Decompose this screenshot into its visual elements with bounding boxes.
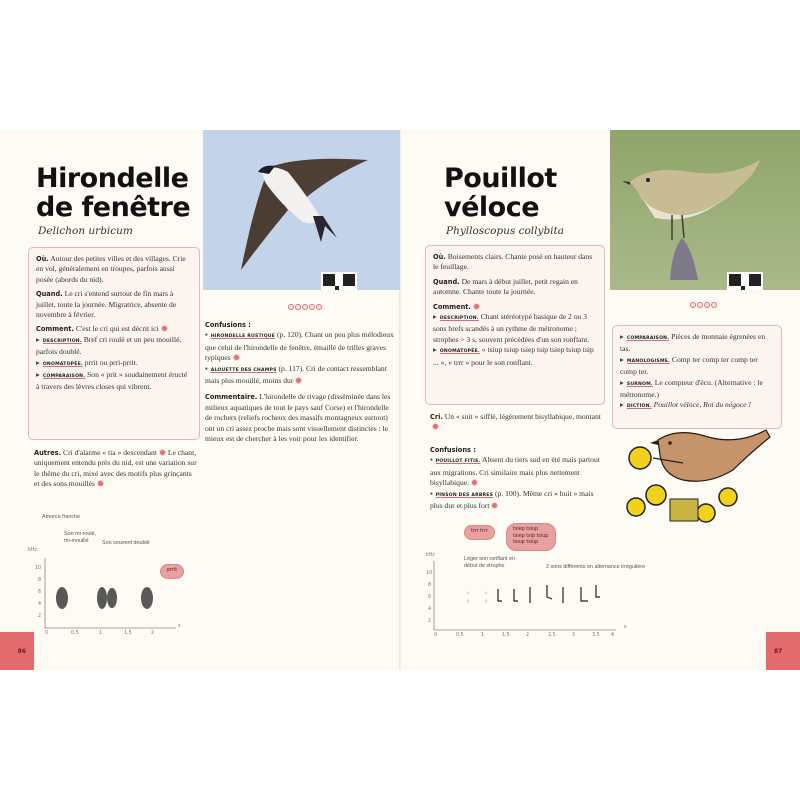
x-tick: 1 xyxy=(99,631,103,636)
title-line: Pouillot xyxy=(444,163,557,194)
text-autres-1: Cri d'alarme « tia » descendant xyxy=(63,448,157,457)
text-onomatopee: prrit ou prri-prrit. xyxy=(84,357,138,367)
text-comparaison: Pièces de monnaie égrenées en tas. xyxy=(620,332,766,354)
page-number-right: 87 xyxy=(766,632,800,670)
title-line: Hirondelle xyxy=(36,163,189,194)
info-box-left: Où. Autour des petites villes et des villages. Crie en vol, généralement en troupes, parfois aussi posée (abords du nid). Quand. Le cri s'entend surtout de fin mars à juillet, toute la journée. Migratrice, absente de novembre à février. Comment. C'est le cri qui est décrit ici ▸ DESCRIPTION. Bref cri roulé et un peu mouillé, parfois doublé. ▸ ONOMATOPÉE. prrit ou prri-prrit. ▸ COMPARAISON. Son « prit » soudainement éructé à travers des lèvres closes qui vibrent. xyxy=(28,247,200,440)
x-tick: 3,5 xyxy=(592,633,600,638)
sonogram-right xyxy=(426,525,646,640)
tag-onomatopee: ONOMATOPÉE. xyxy=(42,361,83,367)
sonogram-caption: Léger son ronflant en début de strophe xyxy=(464,556,515,569)
sound-icon[interactable] xyxy=(473,303,480,310)
y-tick: 2 xyxy=(38,614,42,619)
text-comment: C'est le cri qui est décrit ici xyxy=(75,324,159,334)
y-tick: 8 xyxy=(428,583,432,588)
book-spread xyxy=(0,130,800,670)
x-tick: 2 xyxy=(526,633,530,638)
tag-onomatopee: ONOMATOPÉE. xyxy=(439,349,480,355)
label-confusions: Confusions : xyxy=(205,321,251,329)
rating-dots-right xyxy=(690,302,717,308)
label-quand: Quand. xyxy=(433,277,460,286)
sonogram-left xyxy=(28,514,208,638)
speech-bubble: tsiep tsiup tsiep tsip tsiup tsiup tsiup xyxy=(506,523,556,551)
text-description: Bref cri roulé et un peu mouillé, parfois doublé. xyxy=(36,334,182,357)
label-comment: Comment. xyxy=(433,302,471,311)
x-tick: 2,5 xyxy=(548,633,556,638)
sound-icon[interactable] xyxy=(233,354,240,361)
sound-icon[interactable] xyxy=(161,325,168,332)
text-quand: De mars à début juillet, petit regain en automne. Chante toute la journée. xyxy=(433,276,578,297)
text-confusion: (p. 120). Chant un peu plus mélodieux que celui de l'hirondelle de fenêtre, émaillé de trilles graves typiques xyxy=(205,330,394,363)
x-tick: 1 xyxy=(481,633,485,638)
tag-confusion: ALOUETTE DES CHAMPS xyxy=(210,367,277,373)
label-ou: Où. xyxy=(36,255,49,263)
confusions-left: Confusions : ▪ HIRONDELLE RUSTIQUE (p. 120). Chant un peu plus mélodieux que celui de l'hirondelle de fenêtre, émaillé de trilles graves typiques ▪ ALOUETTE DES CHAMPS (p. 117). Cri de contact ressemblant mais plus mouillé, moins dur Commentaire. L'hirondelle de rivage (disséminée dans les milieux aquatiques de tout le pays sauf Corse) et l'hirondelle de rochers (reliefs rocheux des massifs montagneux surtout) ont un cri assez proche mais sont visuellement distinctes : le mieux est de chercher à les voir pour les identifier. xyxy=(205,321,394,444)
qr-code-icon xyxy=(323,274,355,290)
y-unit: kHz xyxy=(28,548,37,553)
text-description: Chant stéréotypé basique de 2 ou 3 sons brefs scandés à un rythme de métronome ; strophes > 3 s, souvent précédées d'un son ronflant. xyxy=(433,312,590,344)
sound-icon[interactable] xyxy=(491,502,498,509)
text-quand: Le cri s'entend surtout de fin mars à juillet, toute la journée. Migratrice, absente de novembre à février. xyxy=(36,289,177,320)
x-tick: 0 xyxy=(45,631,49,636)
text-commentaire: L'hirondelle de rivage (disséminée dans les milieux aquatiques de tout le pays sauf Corse) et l'hirondelle de rochers (reliefs rocheux des massifs montagneux surtout) ont un cri assez proche mais sont visuellement distinctes : le mieux est de chercher à les voir pour les identifier. xyxy=(205,392,391,444)
sonogram-caption: Amorce franche xyxy=(42,514,81,520)
chiffchaff-photo xyxy=(610,130,800,290)
x-tick: 0,5 xyxy=(71,631,79,636)
x-tick: 4 xyxy=(611,633,615,638)
qr-code-right[interactable] xyxy=(727,272,763,290)
text-cri: Un « suit » sifflé, légèrement bisyllabique, montant xyxy=(444,412,601,421)
label-autres: Autres. xyxy=(34,449,62,457)
info-box-right: Où. Boisements clairs. Chante posé en hauteur dans le feuillage. Quand. De mars à début juillet, petit regain en automne. Chante toute la journée. Comment. ▸ DESCRIPTION. Chant stéréotypé basique de 2 ou 3 sons brefs scandés à un rythme de métronome ; strophes > 3 s, souvent précédées d'un son ronflant. ▸ ONOMATOPÉE. « tsiup tsiup tsiep tsip tsiep tsiup tsip ... », « trrr » pour le son ronflant. xyxy=(425,245,605,405)
x-tick: 1,5 xyxy=(502,633,510,638)
x-tick: 3 xyxy=(572,633,576,638)
swallow-illustration-icon xyxy=(203,130,400,290)
qr-code-icon xyxy=(729,274,761,290)
confusions-right: Confusions : ▪ POUILLOT FITIS. Absent du tiers sud en été mais partout aux migrations. Cri similaire mais plus nettement bisyllabique. ▪ PINSON DES ARBRES (p. 100). Même cri « huit » mais plus dur et plus fort xyxy=(430,445,605,511)
text-comparaison: Son « prit » soudainement éructé à travers des lèvres closes qui vibrent. xyxy=(36,370,188,392)
sound-icon[interactable] xyxy=(471,479,478,486)
x-unit: s xyxy=(178,624,181,629)
text-confusion: (p. 100). Même cri « huit » mais plus dur et plus fort xyxy=(430,488,594,511)
x-tick: 1,5 xyxy=(124,631,132,636)
x-tick: 0,5 xyxy=(456,633,464,638)
sound-icon[interactable] xyxy=(97,480,104,487)
autres-paragraph xyxy=(34,448,199,490)
y-tick: 2 xyxy=(428,619,432,624)
y-tick: 4 xyxy=(428,607,432,612)
sonogram-caption: Son mi-roulé, mi-mouillé xyxy=(64,531,97,544)
tag-confusion: HIRONDELLE RUSTIQUE xyxy=(210,334,276,340)
y-unit: kHz xyxy=(426,553,435,558)
title-line: véloce xyxy=(444,192,540,223)
text-confusion: Absent du tiers sud en été mais partout aux migrations. Cri similaire mais plus nettement bisyllabique. xyxy=(430,455,600,488)
tag-comparaison: COMPARAISON. xyxy=(626,336,670,341)
y-tick: 10 xyxy=(35,566,42,571)
text-confusion: (p. 117). Cri de contact ressemblant mais plus mouillé, moins dur xyxy=(205,363,387,386)
info-box-right-continued: ▸ COMPARAISON. Pièces de monnaie égrenées en tas. ▸ MANOLOGISME. Comp ter comp ter comp ter comp ter. ▸ SURNOM. Le compteur d'écu. (Alternative : le métronome.) ▸ DICTION. Pouillot véloce, Roi du négoce ! xyxy=(612,325,782,429)
label-confusions: Confusions : xyxy=(430,446,476,454)
text-ou: Boisements clairs. Chante posé en hauteur dans le feuillage. xyxy=(433,252,593,272)
text-diction: Pouillot véloce, Roi du négoce ! xyxy=(653,400,751,410)
speech-bubble: prrit xyxy=(160,564,184,579)
sonogram-caption: Son souvent doublé xyxy=(102,540,150,546)
x-unit: s xyxy=(624,625,627,630)
text-autres-2: Le chant, uniquement entendu près du nid, est une variation sur le thème du cri, mixé avec des motifs plus grinçants et des sons mouillés xyxy=(34,448,197,489)
species-title-left xyxy=(36,164,190,222)
rating-dots-left xyxy=(288,304,322,310)
tag-description: DESCRIPTION. xyxy=(42,338,82,344)
sound-icon[interactable] xyxy=(432,423,439,430)
label-commentaire: Commentaire. xyxy=(205,393,258,402)
y-tick: 10 xyxy=(426,571,433,576)
y-tick: 6 xyxy=(38,590,42,595)
title-line: de fenêtre xyxy=(36,192,191,223)
tag-surnom: SURNOM. xyxy=(626,381,653,387)
species-title-right xyxy=(444,164,557,222)
tag-confusion: POUILLOT FITIS. xyxy=(435,459,481,465)
label-cri: Cri. xyxy=(430,413,443,421)
x-tick: 0 xyxy=(434,633,438,638)
y-tick: 4 xyxy=(38,602,42,607)
sound-icon[interactable] xyxy=(159,449,166,456)
chiffchaff-illustration-icon xyxy=(610,130,800,290)
coin-bird-illustration-icon xyxy=(618,425,778,525)
sonogram-caption: 2 sons différents en alternance irrégulière xyxy=(546,564,646,570)
sonogram-plot xyxy=(28,554,208,638)
latin-name-right: Phylloscopus collybita xyxy=(446,225,565,237)
text-onomatopee: « tsiup tsiup tsiep tsip tsiep tsiup tsip ... », « trrr » pour le son ronflant. xyxy=(433,345,594,367)
text-ou: Autour des petites villes et des villages. Crie en vol, généralement en troupes, parfois aussi posée (abords du nid). xyxy=(36,254,186,284)
label-comment: Comment. xyxy=(36,325,74,334)
tag-comparaison: COMPARAISON. xyxy=(42,374,86,380)
tag-diction: DICTION. xyxy=(626,404,652,410)
tag-description: DESCRIPTION. xyxy=(439,316,479,322)
qr-code-left[interactable] xyxy=(321,272,357,290)
y-tick: 8 xyxy=(38,578,42,583)
label-ou: Où. xyxy=(433,253,446,261)
speech-bubble: trrr trrr xyxy=(464,525,495,540)
y-tick: 6 xyxy=(428,595,432,600)
cri-paragraph xyxy=(430,412,605,433)
text-surnom: Le compteur d'écu. (Alternative : le métronome.) xyxy=(620,377,763,400)
swallow-photo xyxy=(203,130,400,290)
page-number-left: 86 xyxy=(0,632,34,670)
label-quand: Quand. xyxy=(36,290,63,299)
text-manologisme: Comp ter comp ter comp ter comp ter. xyxy=(620,354,758,377)
tag-manologisme: MANOLOGISME. xyxy=(626,358,670,364)
sound-icon[interactable] xyxy=(295,377,302,384)
latin-name-left: Delichon urbicum xyxy=(38,225,133,237)
tag-confusion: PINSON DES ARBRES xyxy=(435,492,494,498)
sonogram-plot xyxy=(426,555,646,640)
x-tick: 2 xyxy=(151,631,155,636)
